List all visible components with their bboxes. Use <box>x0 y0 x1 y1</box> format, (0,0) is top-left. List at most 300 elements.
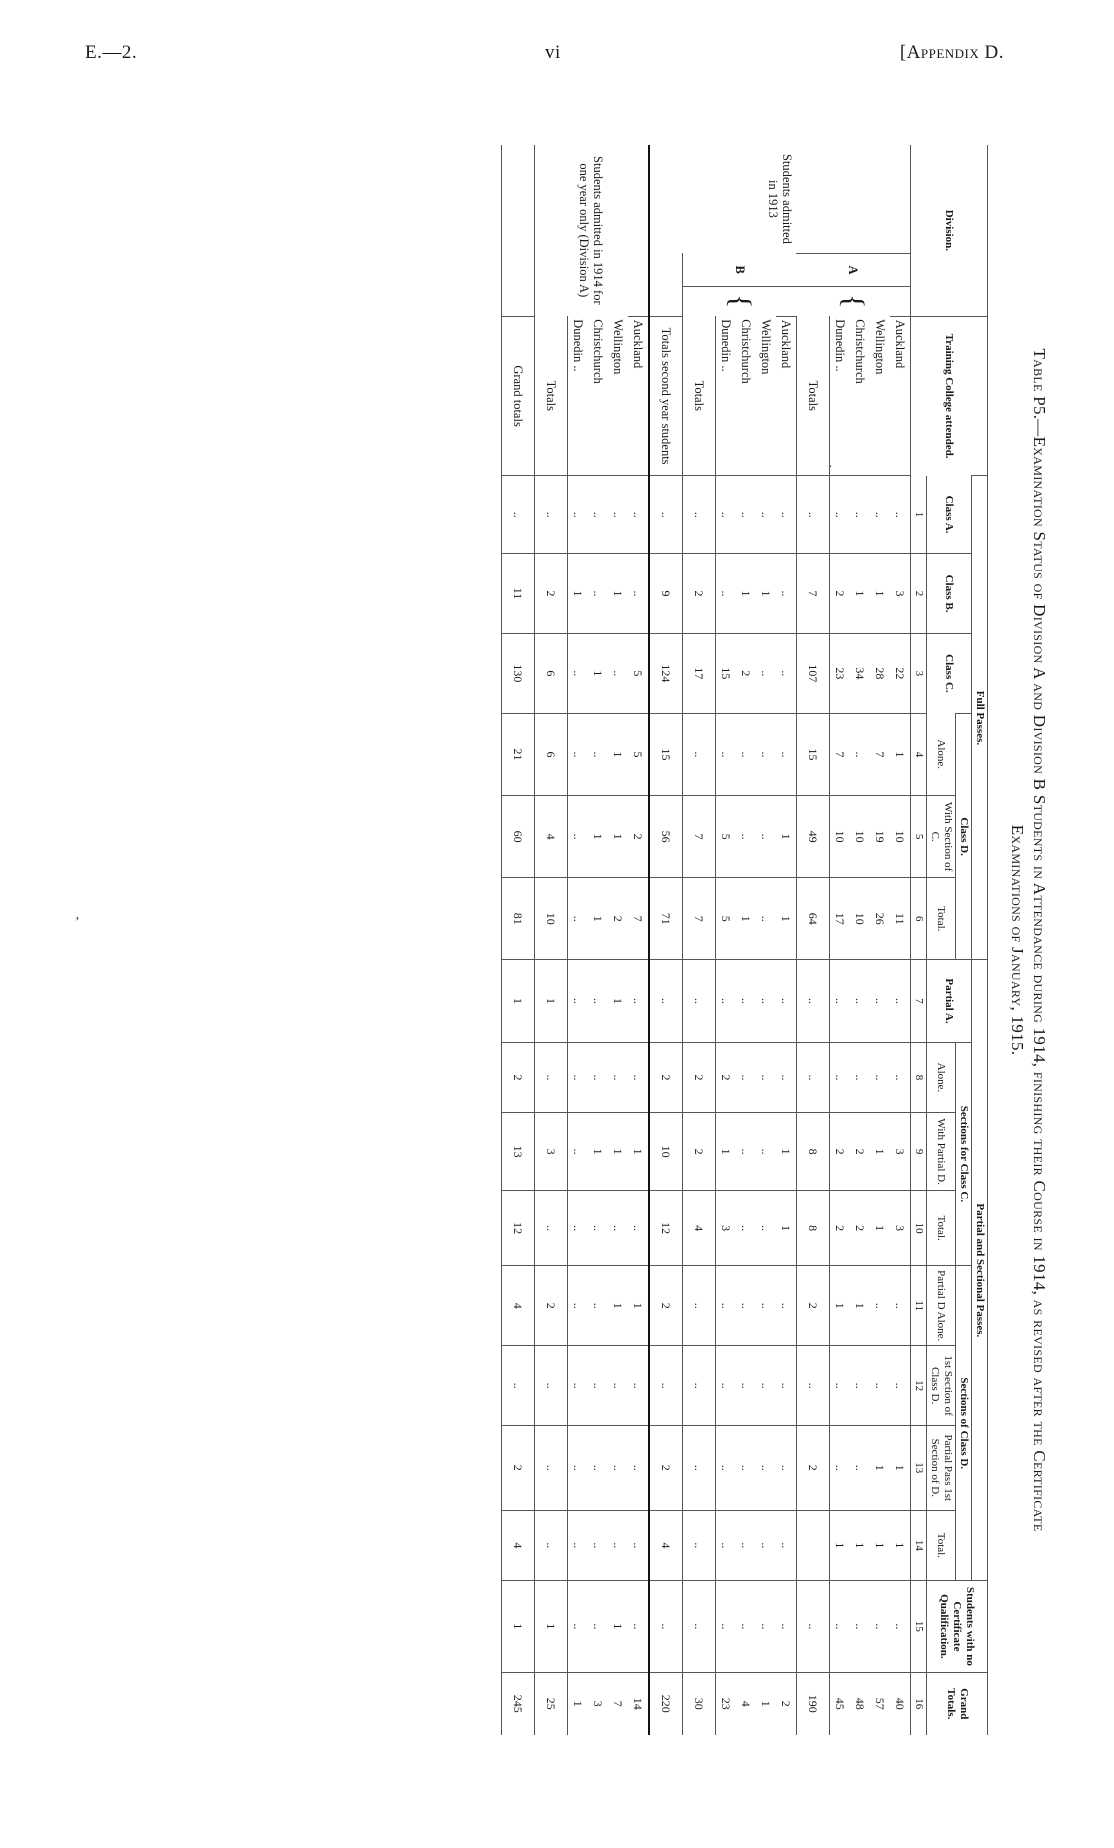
college-name: Auckland <box>628 316 649 476</box>
col-number: 8 <box>911 1042 927 1113</box>
value-cell: 15 <box>649 713 683 795</box>
value-cell: 2 <box>683 1042 716 1113</box>
value-cell: 25 <box>535 1672 568 1735</box>
table-row <box>890 145 911 1735</box>
header-partial-a: Partial A. <box>927 960 972 1042</box>
col-number: 12 <box>911 1346 927 1426</box>
spacer-cell <box>502 145 535 316</box>
value-cell: 12 <box>502 1190 535 1265</box>
value-cell: .. <box>756 796 776 878</box>
value-cell: 2 <box>830 1113 851 1191</box>
value-cell: .. <box>776 713 797 795</box>
college-name: Auckland <box>890 316 911 476</box>
value-cell: .. <box>716 1426 737 1510</box>
group-students-1914: Students admitted in 1914 for one year only (Division A) <box>535 145 650 316</box>
value-cell: 34 <box>850 633 870 713</box>
value-cell: 7 <box>683 878 716 960</box>
value-cell: .. <box>736 1266 756 1346</box>
brace-icon: { <box>683 287 797 317</box>
value-cell: .. <box>797 960 830 1042</box>
value-cell: .. <box>890 1346 911 1426</box>
value-cell: 1 <box>502 960 535 1042</box>
value-cell: 6 <box>535 713 568 795</box>
value-cell: 1 <box>776 1190 797 1265</box>
value-cell: .. <box>736 1042 756 1113</box>
value-cell: .. <box>756 1190 776 1265</box>
value-cell: .. <box>756 633 776 713</box>
col-number: 4 <box>911 713 927 795</box>
value-cell: .. <box>797 476 830 554</box>
value-cell: .. <box>776 476 797 554</box>
value-cell: 10 <box>649 1113 683 1191</box>
rotated-table-page <box>210 145 1050 1735</box>
value-cell: .. <box>568 633 589 713</box>
value-cell: .. <box>776 1581 797 1672</box>
college-name: Grand totals <box>502 316 535 476</box>
value-cell: 2 <box>535 1266 568 1346</box>
header-sections-class-c: Sections for Class C. <box>956 1042 972 1266</box>
value-cell: 1 <box>870 1426 890 1510</box>
value-cell: .. <box>736 1190 756 1265</box>
header-class-b: Class B. <box>927 554 972 634</box>
value-cell: .. <box>683 1266 716 1346</box>
value-cell: .. <box>588 1266 608 1346</box>
value-cell: .. <box>628 1426 649 1510</box>
value-cell: 1 <box>870 1113 890 1191</box>
value-cell: .. <box>830 1426 851 1510</box>
col-number: 11 <box>911 1266 927 1346</box>
value-cell: .. <box>797 1581 830 1672</box>
value-cell: .. <box>588 1190 608 1265</box>
value-cell: 2 <box>736 633 756 713</box>
value-cell: 3 <box>890 554 911 634</box>
value-cell: .. <box>756 1113 776 1191</box>
value-cell: .. <box>776 1266 797 1346</box>
value-cell: 1 <box>588 796 608 878</box>
value-cell: .. <box>628 1510 649 1581</box>
col-number: 6 <box>911 878 927 960</box>
value-cell: 1 <box>850 554 870 634</box>
value-cell: .. <box>535 476 568 554</box>
value-cell: .. <box>830 960 851 1042</box>
value-cell: 3 <box>890 1113 911 1191</box>
spacer-cell <box>649 253 683 316</box>
value-cell: .. <box>628 1190 649 1265</box>
college-name: Christchurch <box>739 319 754 384</box>
value-cell: .. <box>535 1426 568 1510</box>
table-body <box>502 145 911 1735</box>
table-title-line-1: Table P5.—Examination Status of Division A and Division B Students in Attendance during 1914, finishing their Course in 1914, as revised after the Certificate <box>1030 348 1049 1532</box>
value-cell: 48 <box>850 1672 870 1735</box>
value-cell: .. <box>776 960 797 1042</box>
col-number: 2 <box>911 554 927 634</box>
value-cell: 2 <box>502 1426 535 1510</box>
value-cell: 57 <box>870 1672 890 1735</box>
value-cell: 8 <box>797 1190 830 1265</box>
value-cell: .. <box>850 1581 870 1672</box>
value-cell: 1 <box>535 1581 568 1672</box>
header-class-d: Class D. <box>956 713 972 960</box>
value-cell: .. <box>628 476 649 554</box>
value-cell: 4 <box>736 1672 756 1735</box>
header-class-a: Class A. <box>927 476 972 554</box>
table-title <box>1006 145 1050 1735</box>
value-cell: .. <box>608 1042 628 1113</box>
value-cell: .. <box>870 476 890 554</box>
totals-row <box>683 145 716 1735</box>
value-cell: .. <box>649 1581 683 1672</box>
value-cell: .. <box>756 1426 776 1510</box>
col-number: 7 <box>911 960 927 1042</box>
value-cell: .. <box>776 1042 797 1113</box>
value-cell: .. <box>588 476 608 554</box>
value-cell: 7 <box>797 554 830 634</box>
value-cell: 5 <box>716 878 737 960</box>
value-cell: 10 <box>850 878 870 960</box>
value-cell: 1 <box>716 1113 737 1191</box>
value-cell: .. <box>890 476 911 554</box>
value-cell: 2 <box>797 1426 830 1510</box>
value-cell: .. <box>535 1346 568 1426</box>
col-number: 14 <box>911 1510 927 1581</box>
value-cell: 13 <box>502 1113 535 1191</box>
value-cell: .. <box>535 1190 568 1265</box>
header-partial-d-alone: Partial D Alone. <box>927 1266 956 1346</box>
value-cell: .. <box>776 1510 797 1581</box>
value-cell: 81 <box>502 878 535 960</box>
value-cell: 2 <box>628 796 649 878</box>
value-cell: .. <box>870 1581 890 1672</box>
college-name: Wellington <box>873 319 888 375</box>
col-number: 15 <box>911 1581 927 1672</box>
value-cell: .. <box>756 1510 776 1581</box>
value-cell: .. <box>568 1426 589 1510</box>
value-cell: 3 <box>588 1672 608 1735</box>
value-cell: .. <box>535 1042 568 1113</box>
value-cell: 40 <box>890 1672 911 1735</box>
value-cell: .. <box>756 1346 776 1426</box>
division-b-label: B <box>732 265 747 274</box>
value-cell: 3 <box>535 1113 568 1191</box>
value-cell: .. <box>850 1346 870 1426</box>
table-row <box>870 145 890 1735</box>
value-cell: 10 <box>890 796 911 878</box>
value-cell: 1 <box>890 713 911 795</box>
value-cell: .. <box>502 1346 535 1426</box>
value-cell: 49 <box>797 796 830 878</box>
value-cell: 1 <box>608 554 628 634</box>
header-college: Training College attended. <box>911 316 988 476</box>
value-cell: 1 <box>830 1266 851 1346</box>
value-cell: 10 <box>850 796 870 878</box>
value-cell: 9 <box>649 554 683 634</box>
header-class-c: Class C. <box>927 633 972 713</box>
value-cell: 19 <box>870 796 890 878</box>
value-cell: 1 <box>890 1426 911 1510</box>
value-cell: .. <box>850 1426 870 1510</box>
value-cell: 22 <box>890 633 911 713</box>
value-cell: .. <box>588 1346 608 1426</box>
totals-row <box>502 145 535 1735</box>
header-grand-totals: Grand Totals. <box>927 1672 988 1735</box>
value-cell: .. <box>683 1346 716 1426</box>
value-cell: .. <box>628 1581 649 1672</box>
value-cell: 245 <box>502 1672 535 1735</box>
value-cell: 2 <box>850 1113 870 1191</box>
value-cell: .. <box>736 476 756 554</box>
value-cell: 2 <box>683 554 716 634</box>
value-cell: .. <box>568 796 589 878</box>
value-cell: .. <box>870 1042 890 1113</box>
value-cell: .. <box>736 1581 756 1672</box>
value-cell: .. <box>649 476 683 554</box>
value-cell: .. <box>649 960 683 1042</box>
value-cell: 17 <box>683 633 716 713</box>
value-cell <box>797 1510 830 1581</box>
value-cell: .. <box>716 1346 737 1426</box>
value-cell: 26 <box>870 878 890 960</box>
value-cell: 4 <box>535 796 568 878</box>
value-cell: .. <box>588 960 608 1042</box>
header-sd-total: Total. <box>927 1510 956 1581</box>
value-cell: 1 <box>588 633 608 713</box>
value-cell: .. <box>850 1042 870 1113</box>
value-cell: .. <box>608 476 628 554</box>
value-cell: .. <box>776 1346 797 1426</box>
header-c-total: Total. <box>927 1190 956 1265</box>
col-number: 16 <box>911 1672 927 1735</box>
value-cell: .. <box>870 1346 890 1426</box>
value-cell: 17 <box>830 878 851 960</box>
table-row <box>830 145 851 1735</box>
value-cell: 7 <box>683 796 716 878</box>
value-cell: .. <box>649 1346 683 1426</box>
value-cell: 1 <box>870 554 890 634</box>
header-d-total: Total. <box>927 878 956 960</box>
value-cell: .. <box>588 1042 608 1113</box>
header-c-with-partial-d: With Partial D. <box>927 1113 956 1191</box>
value-cell: .. <box>830 1346 851 1426</box>
value-cell: .. <box>608 1346 628 1426</box>
value-cell: .. <box>502 476 535 554</box>
table-row <box>756 145 776 1735</box>
value-cell: .. <box>568 1510 589 1581</box>
value-cell: 1 <box>870 1190 890 1265</box>
value-cell: 1 <box>535 960 568 1042</box>
value-cell: .. <box>736 1426 756 1510</box>
value-cell: .. <box>683 1581 716 1672</box>
value-cell: .. <box>588 554 608 634</box>
col-number: 9 <box>911 1113 927 1191</box>
value-cell: 23 <box>716 1672 737 1735</box>
value-cell: .. <box>535 1510 568 1581</box>
value-cell: .. <box>756 1266 776 1346</box>
header-partial-pass-first-section: Partial Pass 1st Section of D. <box>927 1426 956 1510</box>
value-cell: .. <box>716 1510 737 1581</box>
page-number: vi <box>545 42 561 63</box>
value-cell: .. <box>756 878 776 960</box>
value-cell: 60 <box>502 796 535 878</box>
value-cell: .. <box>568 1113 589 1191</box>
header-division: Division. <box>911 145 988 316</box>
value-cell: 2 <box>649 1426 683 1510</box>
value-cell: 5 <box>628 713 649 795</box>
value-cell: .. <box>568 1042 589 1113</box>
college-name: Dunedin .. <box>719 319 734 372</box>
college-name: Totals <box>797 316 830 476</box>
value-cell: .. <box>568 713 589 795</box>
value-cell: 130 <box>502 633 535 713</box>
value-cell: 10 <box>535 878 568 960</box>
col-number: 3 <box>911 633 927 713</box>
value-cell: 10 <box>830 796 851 878</box>
value-cell: 1 <box>608 1266 628 1346</box>
value-cell: 2 <box>850 1190 870 1265</box>
value-cell: .. <box>870 960 890 1042</box>
value-cell: .. <box>736 960 756 1042</box>
value-cell: 71 <box>649 878 683 960</box>
value-cell: 21 <box>502 713 535 795</box>
division-a-label: A <box>797 253 911 286</box>
header-first-section-d: 1st Section of Class D. <box>927 1346 956 1426</box>
examination-status-table <box>501 145 988 1735</box>
value-cell: 1 <box>628 1266 649 1346</box>
value-cell: .. <box>683 713 716 795</box>
value-cell: .. <box>608 1426 628 1510</box>
value-cell: .. <box>736 1510 756 1581</box>
value-cell: .. <box>850 476 870 554</box>
table-row <box>628 145 649 1735</box>
value-cell: 15 <box>797 713 830 795</box>
col-number: 10 <box>911 1190 927 1265</box>
value-cell: 1 <box>608 960 628 1042</box>
value-cell: 124 <box>649 633 683 713</box>
value-cell: 1 <box>776 878 797 960</box>
value-cell: 2 <box>716 1042 737 1113</box>
value-cell: .. <box>716 476 737 554</box>
value-cell: 64 <box>797 878 830 960</box>
value-cell: 1 <box>776 1113 797 1191</box>
value-cell: 7 <box>830 713 851 795</box>
value-cell: .. <box>683 960 716 1042</box>
value-cell: 14 <box>628 1672 649 1735</box>
value-cell: .. <box>683 1426 716 1510</box>
value-cell: 45 <box>830 1672 851 1735</box>
college-name: Wellington <box>611 319 626 375</box>
value-cell: .. <box>568 1266 589 1346</box>
header-full-passes: Full Passes. <box>972 476 988 960</box>
college-name: Totals second year students <box>649 316 683 476</box>
value-cell: 15 <box>716 633 737 713</box>
value-cell: 7 <box>608 1672 628 1735</box>
value-cell: .. <box>756 713 776 795</box>
value-cell: 7 <box>628 878 649 960</box>
value-cell: .. <box>736 796 756 878</box>
value-cell: 7 <box>870 713 890 795</box>
value-cell: 1 <box>736 554 756 634</box>
value-cell: .. <box>568 476 589 554</box>
col-number: 13 <box>911 1426 927 1510</box>
value-cell: .. <box>568 878 589 960</box>
value-cell: .. <box>628 1346 649 1426</box>
value-cell: 1 <box>502 1581 535 1672</box>
value-cell: 190 <box>797 1672 830 1735</box>
value-cell: .. <box>890 1266 911 1346</box>
value-cell: 5 <box>716 796 737 878</box>
college-name: Dunedin .. <box>833 319 848 372</box>
value-cell: 2 <box>683 1113 716 1191</box>
header-no-certificate: Students with no Certificate Qualification. <box>927 1581 988 1672</box>
ink-speck: · <box>828 460 833 475</box>
value-cell: 1 <box>568 1672 589 1735</box>
totals-row <box>649 145 683 1735</box>
appendix-label: [Appendix D. <box>899 42 1004 63</box>
value-cell: .. <box>683 476 716 554</box>
value-cell: 1 <box>890 1510 911 1581</box>
value-cell: 220 <box>649 1672 683 1735</box>
value-cell: .. <box>568 1581 589 1672</box>
college-name: Wellington <box>759 319 774 375</box>
value-cell: 2 <box>608 878 628 960</box>
value-cell: 4 <box>649 1510 683 1581</box>
value-cell: .. <box>890 960 911 1042</box>
college-name: Auckland <box>776 316 797 476</box>
value-cell: 11 <box>502 554 535 634</box>
value-cell: .. <box>628 1042 649 1113</box>
table-title-line-2: Examinations of January, 1915. <box>1008 824 1027 1056</box>
ink-speck: ʼ <box>75 915 80 930</box>
value-cell: 1 <box>608 796 628 878</box>
value-cell: 5 <box>628 633 649 713</box>
group-students-1913: Students admitted in 1913 <box>766 153 794 244</box>
value-cell: .. <box>716 713 737 795</box>
table-row <box>850 145 870 1735</box>
value-cell: .. <box>736 713 756 795</box>
page-code: E.—2. <box>85 42 138 63</box>
value-cell: .. <box>890 1042 911 1113</box>
value-cell: 1 <box>608 1113 628 1191</box>
value-cell: .. <box>756 476 776 554</box>
value-cell: 1 <box>776 796 797 878</box>
header-d-with-section-c: With Section of C. <box>927 796 956 878</box>
value-cell: .. <box>830 1581 851 1672</box>
value-cell: 2 <box>649 1266 683 1346</box>
value-cell: 30 <box>683 1672 716 1735</box>
value-cell: 1 <box>568 554 589 634</box>
value-cell: 28 <box>870 633 890 713</box>
value-cell: 1 <box>850 1510 870 1581</box>
value-cell: .. <box>568 1346 589 1426</box>
table-header <box>911 145 988 1735</box>
col-number: 5 <box>911 796 927 878</box>
college-name: Christchurch <box>591 319 606 384</box>
value-cell: .. <box>797 1042 830 1113</box>
value-cell: .. <box>830 1042 851 1113</box>
college-name: Dunedin .. <box>571 319 586 372</box>
col-number: 1 <box>911 476 927 554</box>
value-cell: 56 <box>649 796 683 878</box>
value-cell: 1 <box>588 1113 608 1191</box>
totals-row <box>797 145 830 1735</box>
table-row <box>716 145 737 1735</box>
value-cell: .. <box>608 633 628 713</box>
value-cell: 2 <box>535 554 568 634</box>
brace-icon: { <box>797 287 911 317</box>
value-cell: .. <box>568 960 589 1042</box>
header-c-alone: Alone. <box>927 1042 956 1113</box>
value-cell: 4 <box>502 1266 535 1346</box>
value-cell: .. <box>776 554 797 634</box>
